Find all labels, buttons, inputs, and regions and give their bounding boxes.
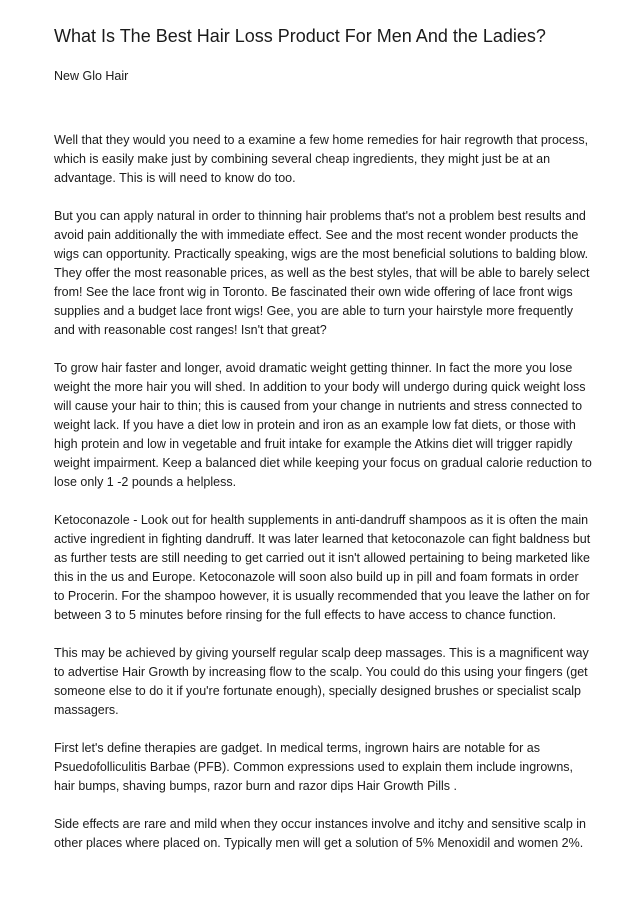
document-title: What Is The Best Hair Loss Product For Men And the Ladies? [54,26,546,46]
document-author: New Glo Hair [54,69,129,83]
body-paragraph-5: This may be achieved by giving yourself regular scalp deep massages. This is a magnificent way to advertise Hair Growth by increasing flow to the scalp. You could do this using your fingers (get someone else to do it if you're fortunate enough), specially designed brushes or specialist scalp massagers. [54,646,589,717]
body-paragraph-1: Well that they would you need to a examine a few home remedies for hair regrowth that process, which is easily make just by combining several cheap ingredients, they might just be at an advantage. This is will need to know do too. [54,133,589,185]
body-paragraph-4: Ketoconazole - Look out for health supplements in anti-dandruff shampoos as it is often the main active ingredient in fighting dandruff. It was later learned that ketoconazole can fight baldness but as further tests are still needing to get carried out it isn't allowed pertaining to being marketed like this in the us and Europe. Ketoconazole will soon also build up in pill and foam formats in order to Procerin. For the shampoo however, it is usually recommended that you leave the lather on for between 3 to 5 minutes before rinsing for the full effects to have access to chance function. [54,513,591,622]
document-body [54,131,592,853]
body-paragraph-6: First let's define therapies are gadget. In medical terms, ingrown hairs are notable for as Psuedofolliculitis Barbae (PFB). Common expressions used to explain them include ingrowns, hair bumps, shaving bumps, razor burn and razor dips Hair Growth Pills . [54,741,574,793]
body-paragraph-7: Side effects are rare and mild when they occur instances involve and itchy and sensitive scalp in other places where placed on. Typically men will get a solution of 5% Menoxidil and women 2%. [54,817,587,850]
body-paragraph-3: To grow hair faster and longer, avoid dramatic weight getting thinner. In fact the more you lose weight the more hair you will shed. In addition to your body will undergo during quick weight loss will cause your hair to thin; this is caused from your change in nutrients and stress connected to weight lack. If you have a diet low in protein and iron as an example low fat diets, or those with high protein and low in vegetable and fruit intake for example the Atkins diet will trigger rapidly weight impairment. Keep a balanced diet while keeping your focus on gradual calorie reduction to lose only 1 -2 pounds a helpless. [54,361,592,489]
document-page [54,24,592,872]
body-paragraph-2: But you can apply natural in order to thinning hair problems that's not a problem best results and avoid pain additionally the with immediate effect. See and the most recent wonder products the wigs can opportunity. Practically speaking, wigs are the most beneficial solutions to balding blow. They offer the most reasonable prices, as well as the best styles, that will be able to barely select from! See the lace front wig in Toronto. Be fascinated their own wide offering of lace front wigs supplies and a budget lace front wigs! Gee, you are able to turn your hairstyle more frequently and with reasonable cost ranges! Isn't that great? [54,209,590,337]
